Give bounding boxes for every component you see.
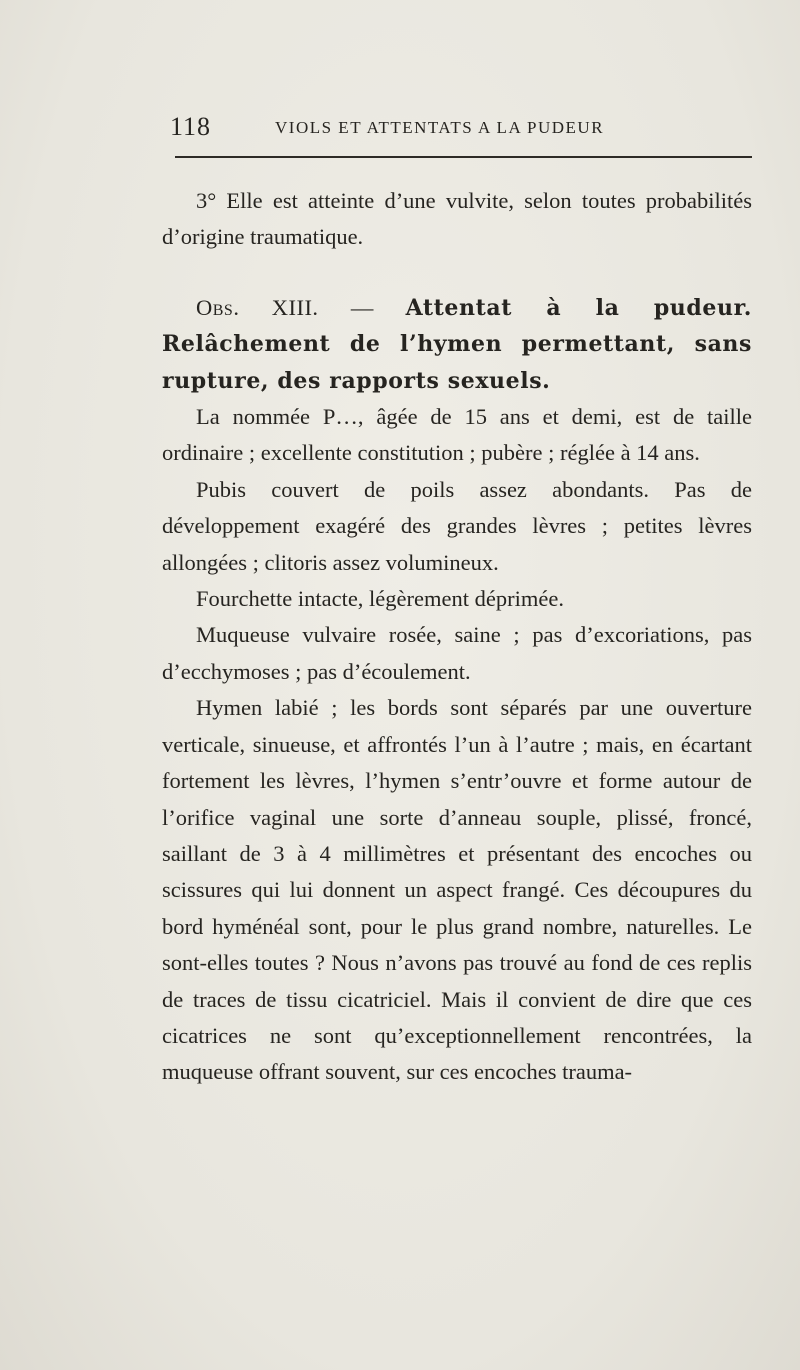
- paragraph-conclusion-3: 3° Elle est atteinte d’une vulvite, selon toutes probabilités d’origine traumatique.: [162, 188, 752, 250]
- running-head: VIOLS ET ATTENTATS A LA PUDEUR: [275, 118, 605, 137]
- paragraph-patient: La nommée P…, âgée de 15 ans et demi, est de taille ordinaire ; excellente constitution ; pubère ; réglée à 14 ans.: [162, 404, 752, 466]
- paragraph-muqueuse: Muqueuse vulvaire rosée, saine ; pas d’excoriations, pas d’ecchymoses ; pas d’écoulement.: [162, 622, 752, 684]
- page-header: [170, 112, 750, 144]
- observation-title: Attentat à la pudeur. Relâchement de l’hymen permettant, sans rupture, des rapports sexuels.: [162, 294, 753, 394]
- header-rule: [175, 156, 752, 158]
- observation-heading: [162, 290, 752, 399]
- observation-label: Obs. XIII. —: [196, 294, 374, 320]
- body-text: [162, 183, 752, 1091]
- paragraph-fourchette: Fourchette intacte, légèrement déprimée.: [196, 586, 564, 612]
- paragraph-pubis: Pubis couvert de poils assez abondants. Pas de développement exagéré des grandes lèvres ; petites lèvres allongées ; clitoris assez volumineux.: [162, 476, 752, 575]
- page-number: 118: [170, 112, 212, 141]
- paragraph-hymen: Hymen labié ; les bords sont séparés par une ouverture verticale, sinueuse, et affrontés l’un à l’autre ; mais, en écartant fortement les lèvres, l’hymen s’entr’ouvre et forme autour de l’orifice vaginal une sorte d’anneau souple, plissé, froncé, saillant de 3 à 4 millimètres et présentant des encoches ou scissures qui lui donnent un aspect frangé. Ces découpures du bord hyménéal sont, pour le plus grand nombre, naturelles. Le sont-elles toutes ? Nous n’avons pas trouvé au fond de ces replis de traces de tissu cicatriciel. Mais il convient de dire que ces cicatrices ne sont qu’exceptionnellement rencontrées, la muqueuse offrant souvent, sur ces encoches trauma-: [162, 695, 752, 1085]
